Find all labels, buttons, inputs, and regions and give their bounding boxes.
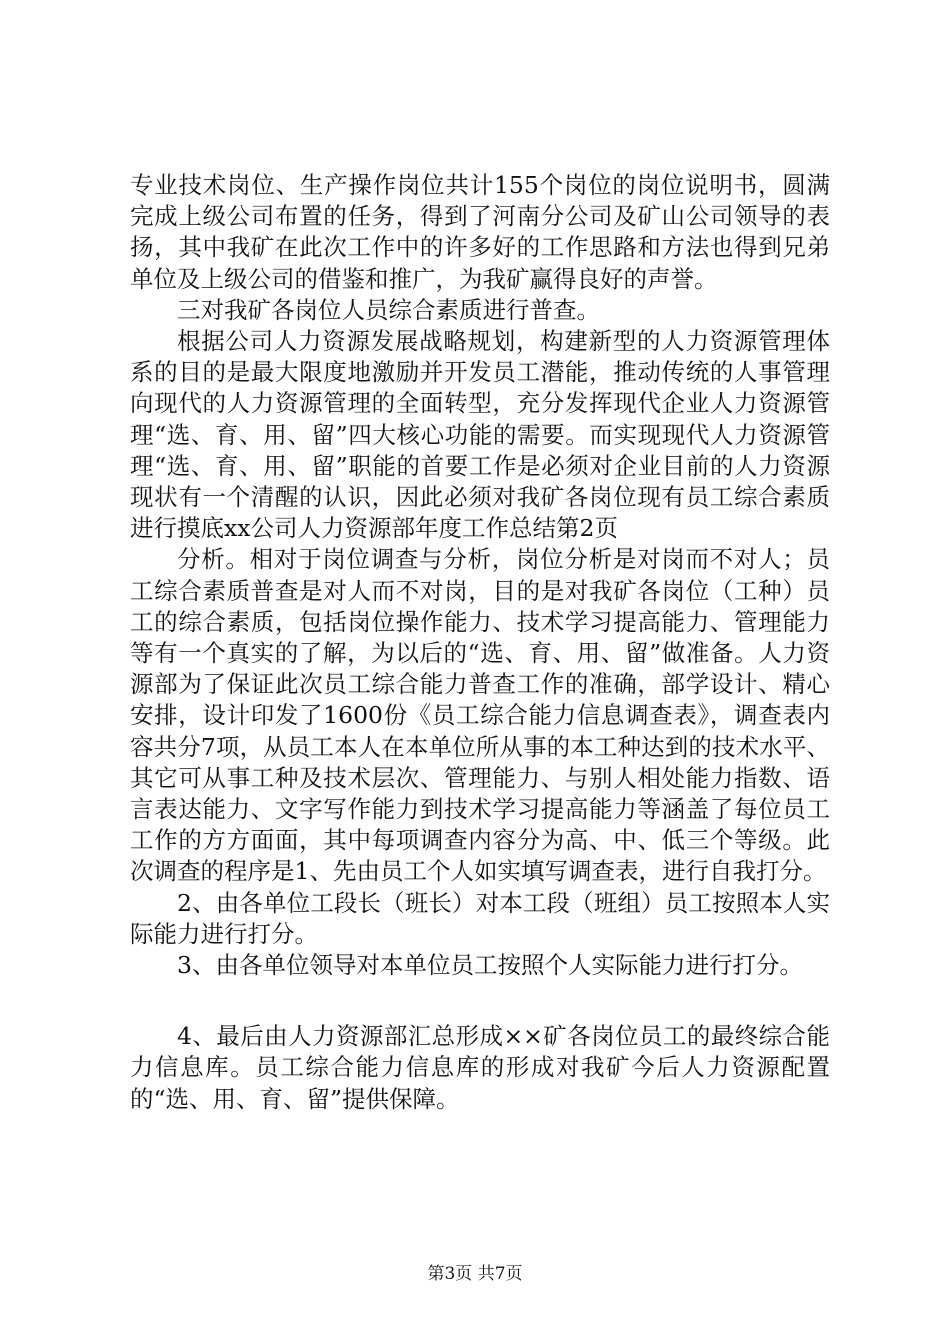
- paragraph-continuation: 专业技术岗位、生产操作岗位共计155个岗位的岗位说明书，圆满完成上级公司布置的任务，得到了河南分公司及矿山公司领导的表扬，其中我矿在此次工作中的许多好的工作思路和方法也得到兄弟单位及上级公司的借鉴和推广，为我矿赢得良好的声誉。: [130, 171, 830, 293]
- paragraph-step-3: 3、由各单位领导对本单位员工按照个人实际能力进行打分。: [177, 951, 803, 980]
- paragraph-strategy: 根据公司人力资源发展战略规划，构建新型的人力资源管理体系的目的是最大限度地激励并开发员工潜能，推动传统的人事管理向现代的人力资源管理的全面转型，充分发挥现代企业人力资源管理“选、育、用、留”四大核心功能的需要。而实现现代人力资源管理“选、育、用、留”职能的首要工作是必须对企业目前的人力资源现状有一个清醒的认识，因此必须对我矿各岗位现有员工综合素质进行摸底xx公司人力资源部年度工作总结第2页: [130, 327, 830, 543]
- section-heading: 三对我矿各岗位人员综合素质进行普查。: [177, 295, 600, 324]
- paragraph-step-2: 2、由各单位工段长（班长）对本工段（班组）员工按照本人实际能力进行打分。: [130, 888, 830, 948]
- paragraph-step-4: 4、最后由人力资源部汇总形成××矿各岗位员工的最终综合能力信息库。员工综合能力信息库的形成对我矿今后人力资源配置的“选、用、育、留”提供保障。: [130, 1022, 830, 1113]
- page-number-footer: 第3页 共7页: [427, 1264, 523, 1284]
- paragraph-analysis: 分析。相对于岗位调查与分析，岗位分析是对岗而不对人；员工综合素质普查是对人而不对岗，目的是对我矿各岗位（工种）员工的综合素质，包括岗位操作能力、技术学习提高能力、管理能力等有一个真实的了解，为以后的“选、育、用、留”做准备。人力资源部为了保证此次员工综合能力普查工作的准确，部学设计、精心安排，设计印发了1600份《员工综合能力信息调查表》，调查表内容共分7项，从员工本人在本单位所从事的本工种达到的技术水平、其它可从事工种及技术层次、管理能力、与别人相处能力指数、语言表达能力、文字写作能力到技术学习提高能力等涵盖了每位员工工作的方方面面，其中每项调查内容分为高、中、低三个等级。此次调查的程序是1、先由员工个人如实填写调查表，进行自我打分。: [130, 545, 830, 886]
- document-body: [130, 170, 830, 1115]
